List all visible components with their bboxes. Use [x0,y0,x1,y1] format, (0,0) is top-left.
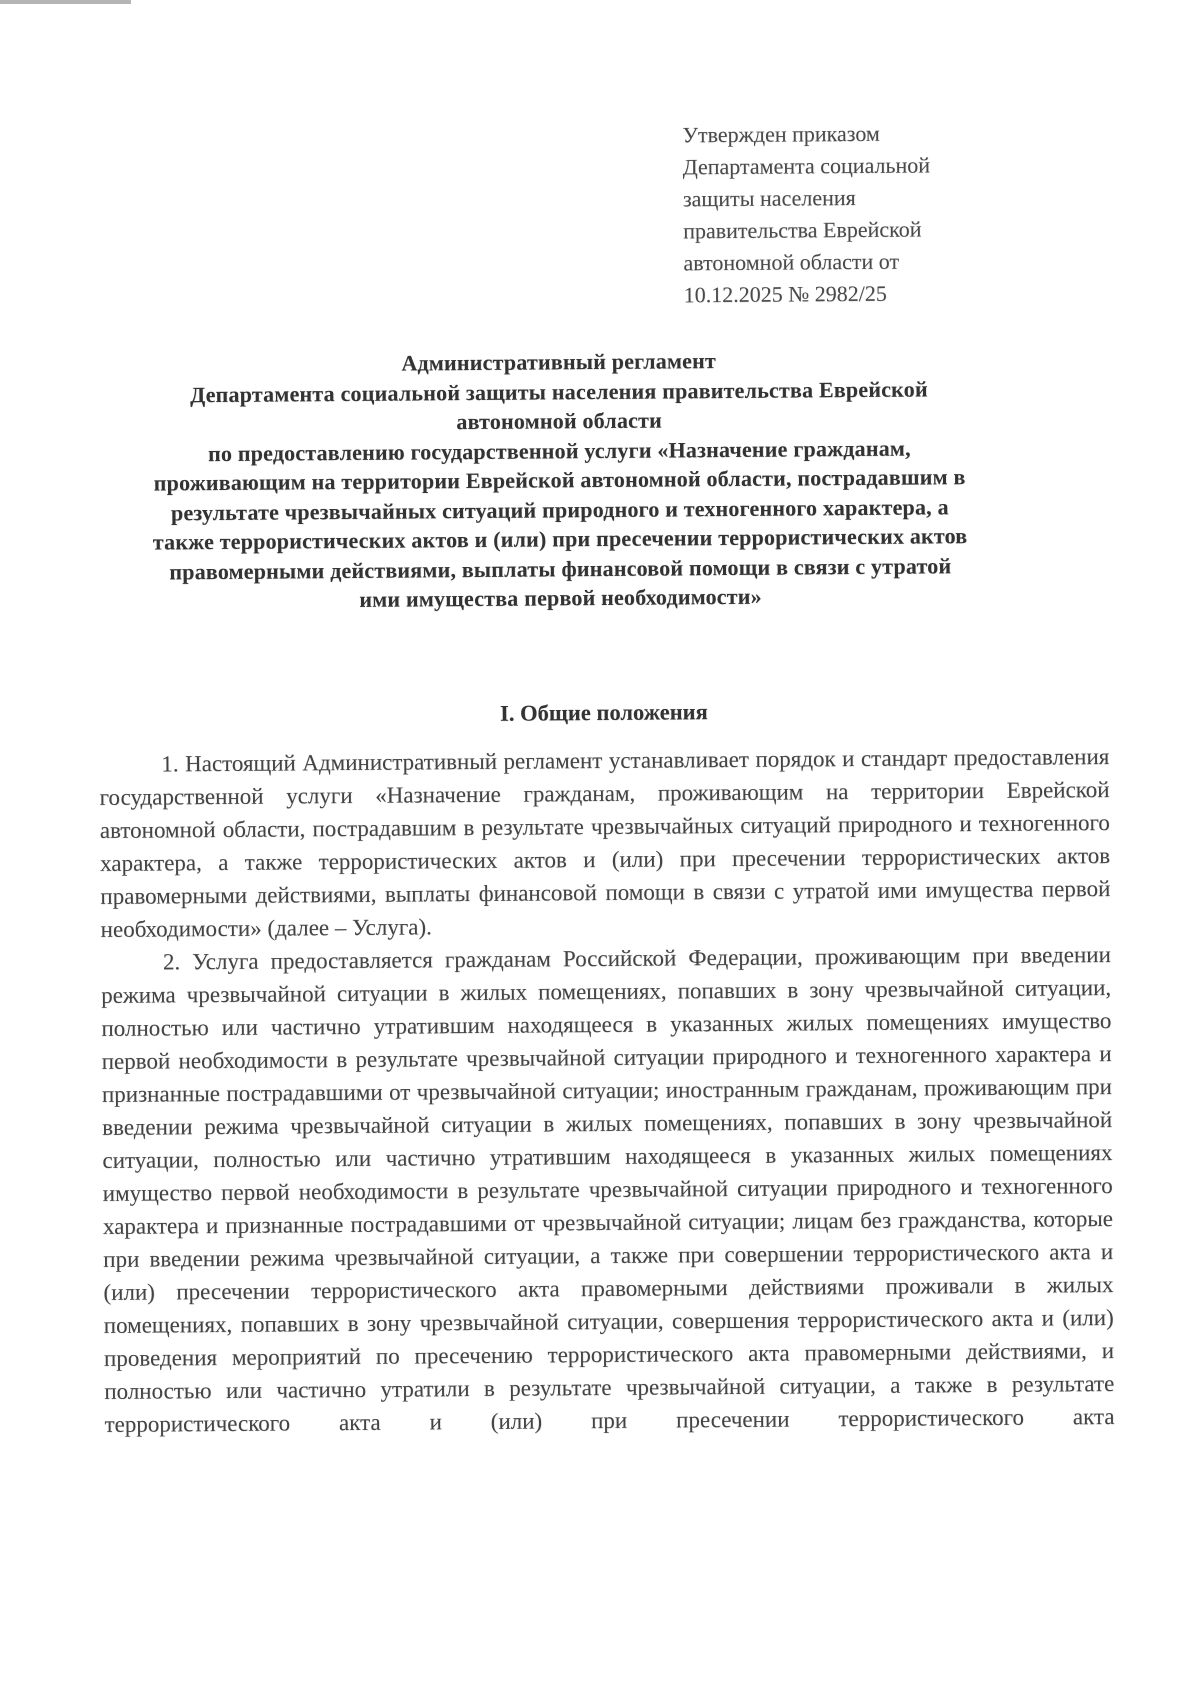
title-line: правомерными действиями, выплаты финансовой помощи в связи с утратой [169,552,952,584]
approval-line: Утвержден приказом [682,120,880,148]
approval-line: защиты населения [682,184,856,212]
approval-line: автономной области от [683,248,900,276]
approval-block [682,116,1083,311]
title-line: Административный регламент [401,348,717,376]
title-line: также террористических актов и (или) при пресечении террористических актов [152,523,968,555]
approval-line: 10.12.2025 № 2982/25 [683,280,887,308]
title-line: проживающим на территории Еврейской автономной области, пострадавшим в [153,464,966,496]
title-line: Департамента социальной защиты населения правительства Еврейской [189,375,928,407]
paragraph-1: 1. Настоящий Административный регламент устанавливает порядок и стандарт предоставления государственной услуги «Назначение гражданам, проживающим на территории Еврейской автономной области, пострадавшим в результате чрезвычайных ситуаций природного и техногенного характера, а также террористических актов и (или) при пресечении террористических актов правомерными действиями, выплаты финансовой помощи в связи с утратой ими имущества первой необходимости» (далее – Услуга). [99,743,1111,942]
paragraph-2: 2. Услуга предоставляется гражданам Российской Федерации, проживающим при введении режима чрезвычайной ситуации в жилых помещениях, попавших в зону чрезвычайной ситуации, полностью или частично утратившим находящееся в указанных жилых помещениях имущество первой необходимости в результате чрезвычайной ситуации природного и техногенного характера и признанные пострадавшими от чрезвычайной ситуации; иностранным гражданам, проживающим при введении режима чрезвычайной ситуации в жилых помещениях, попавших в зону чрезвычайной ситуации, полностью или частично утратившим находящееся в указанных жилых помещениях имущество первой необходимости в результате чрезвычайной ситуации природного и техногенного характера и признанные пострадавшими от чрезвычайной ситуации; лицам без гражданства, которые при введении режима чрезвычайной ситуации, а также при совершении террористического акта и (или) пресечении террористического акта правомерными действиями проживали в жилых помещениях, попавших в зону чрезвычайной ситуации, совершения террористического акта и (или) проведения мероприятий по пресечению террористического акта правомерными действиями, и полностью или частично утратили в результате чрезвычайной ситуации, а также в результате террористического акта и (или) при пресечении террористического акта [101,941,1115,1437]
title-line: ими имущества первой необходимости» [359,583,762,612]
title-line: результате чрезвычайных ситуаций природного и техногенного характера, а [170,493,949,525]
section-heading: I. Общие положения [500,699,708,726]
title-line: по предоставлению государственной услуги «Назначение гражданам, [207,435,911,466]
document-body [99,740,1114,1441]
approval-line: правительства Еврейской [683,216,922,244]
approval-line: Департамента социальной [682,152,931,180]
document-title [66,343,1053,616]
title-line: автономной области [456,407,663,435]
